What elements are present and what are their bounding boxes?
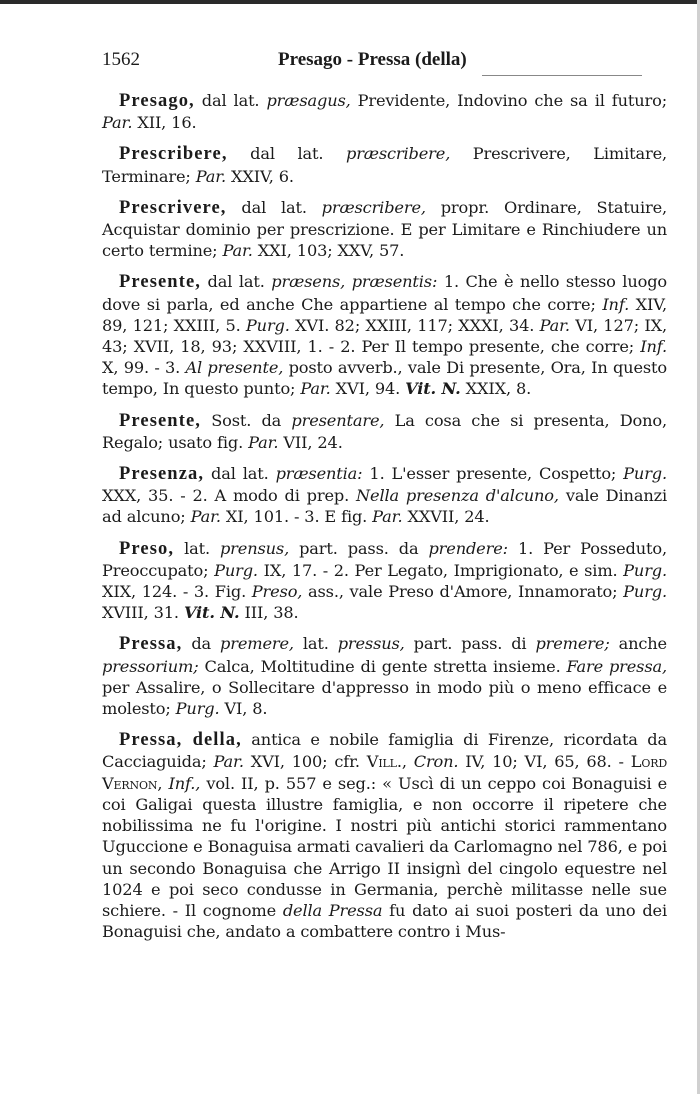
headword: Presente, <box>119 272 201 293</box>
headword: Preso, <box>119 538 175 559</box>
header-rule <box>482 75 642 76</box>
entry-prescrivere: Prescrivere, dal lat. præscribere, propr. Ordinare, Statuire, Acquistar dominio per prescrizione. E per Limitare e Rinchiudere un certo termine; Par. XXI, 103; XXV, 57. <box>102 197 667 261</box>
headword: Pressa, della, <box>119 730 242 751</box>
entry-prescribere: Prescribere, dal lat. præscribere, Prescrivere, Limitare, Terminare; Par. XXIV, 6. <box>102 144 667 186</box>
headword: Prescribere, <box>119 144 228 165</box>
page-number: 1562 <box>102 49 140 70</box>
top-border <box>0 0 700 4</box>
entry-pressa-della: Pressa, della, antica e nobile famiglia di Firenze, ricordata da Cacciaguida; Par. XVI, 100; cfr. Vill., Cron. IV, 10; VI, 65, 68. - Lord Vernon, Inf., vol. II, p. 557 e seg.: « Uscì di un ceppo coi Bonaguisi e coi Galigai questa illustre famiglia, e non occorre il ripetere che nobilissima ne fu l'origine. I nostri più antichi storici rammentano Uguccione e Bonaguisa armati cavalieri da Carlomagno nel 786, e poi un secondo Bonaguisa che Arrigo II insignì del cingolo equestre nel 1024 e poi seco condusse in Germania, perchè militasse nelle sue schiere. - Il cognome della Pressa fu dato ai suoi posteri da uno dei Bonaguisi che, andato a combattere contro i Mus- <box>102 730 668 942</box>
headword: Presente, <box>119 410 201 431</box>
headword: Presago, <box>119 91 195 111</box>
entry-preso: Preso, lat. prensus, part. pass. da prendere: 1. Per Posseduto, Preoccupato; Purg. IX, 17. - 2. Per Legato, Imprigionato, e sim. Purg. XIX, 124. - 3. Fig. Preso, ass., vale Preso d'Amore, Innamorato; Purg. XVIII, 31. Vit. N. III, 38. <box>102 538 667 623</box>
page-header <box>102 49 667 79</box>
entry-presente-2: Presente, Sost. da presentare, La cosa che si presenta, Dono, Regalo; usato fig. Par. VII, 24. <box>102 410 667 452</box>
headword: Presenza, <box>119 464 205 485</box>
entry-presente-1: Presente, dal lat. præsens, præsentis: 1. Che è nello stesso luogo dove si parla, ed anche Che appartiene al tempo che corre; Inf. XIV, 89, 121; XXIII, 5. Purg. XVI. 82; XXIII, 117; XXXI, 34. Par. VI, 127; IX, 43; XVII, 18, 93; XXVIII, 1. - 2. Per Il tempo presente, che corre; Inf. X, 99. - 3. Al presente, posto avverb., vale Di presente, Ora, In questo tempo, In questo punto; Par. XVI, 94. Vit. N. XXIX, 8. <box>102 272 668 399</box>
entry-presago: Presago, dal lat. præsagus, Previdente, Indovino che sa il futuro; Par. XII, 16. <box>102 91 668 133</box>
running-head: Presago - Pressa (della) <box>278 49 467 70</box>
headword: Pressa, <box>119 634 183 655</box>
dictionary-body <box>102 90 667 952</box>
entry-presenza: Presenza, dal lat. præsentia: 1. L'esser presente, Cospetto; Purg. XXX, 35. - 2. A modo di prep. Nella presenza d'alcuno, vale Dinanzi ad alcuno; Par. XI, 101. - 3. E fig. Par. XXVII, 24. <box>102 464 667 527</box>
entry-pressa: Pressa, da premere, lat. pressus, part. pass. di premere; anche pressorium; Calca, Moltitudine di gente stretta insieme. Fare pressa, per Assalire, o Sollecitare d'appresso in modo più o meno efficace e molesto; Purg. VI, 8. <box>102 634 667 719</box>
headword: Prescrivere, <box>119 197 227 218</box>
